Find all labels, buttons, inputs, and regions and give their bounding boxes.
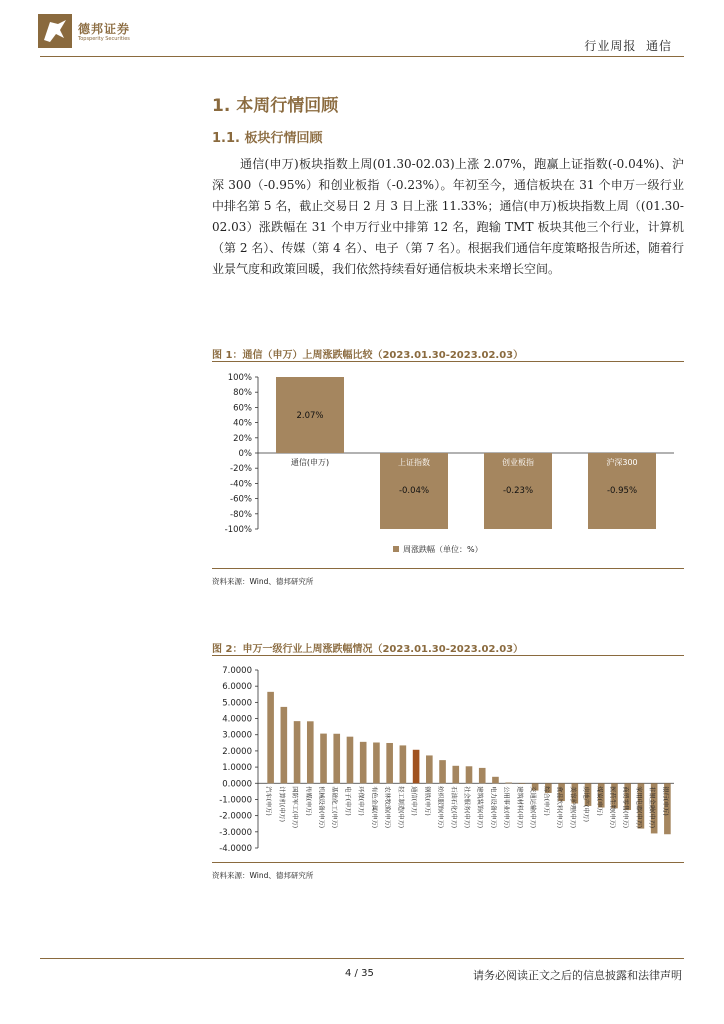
- chart1-y-tick-label: -100%: [224, 525, 252, 535]
- chart1-y-tick-label: -20%: [230, 464, 252, 475]
- subsection-title: 1.1. 板块行情回顾: [212, 131, 323, 146]
- chart1-y-tick-label: -60%: [230, 494, 252, 505]
- chart2-category-label: 建筑装饰(申万): [476, 786, 484, 829]
- chart2-y-tick-label: 4.0000: [222, 714, 252, 725]
- report-type: 行业周报: [584, 39, 637, 53]
- chart2-category-label: 汽车(申万): [264, 786, 272, 816]
- chart2-category-label: 电力设备(申万): [489, 786, 497, 829]
- chart2-category-label: 纺织服饰(申万): [436, 786, 444, 829]
- chart2-category-label: 传媒(申万): [304, 786, 312, 816]
- chart2-category-label: 基础化工(申万): [330, 786, 338, 829]
- chart2-bar: [267, 692, 274, 783]
- chart2-bar: [413, 750, 420, 783]
- chart1-y-tick-label: -40%: [230, 479, 252, 490]
- chart1-legend-label: 周涨跌幅（单位：%）: [403, 545, 483, 554]
- figure2-bottom-rule: [212, 862, 684, 863]
- chart2-category-label: 商贸零售(申万): [621, 786, 629, 829]
- chart2-bar: [439, 760, 446, 783]
- footer-divider: [40, 958, 684, 959]
- chart2-y-tick-label: -1.0000: [219, 795, 252, 806]
- chart1-data-label: -0.04%: [398, 486, 430, 496]
- body-paragraph: 通信(申万)板块指数上周(01.30-02.03)上涨 2.07%，跑赢上证指数(-0.04%)、沪深 300（-0.95%）和创业板指（-0.23%）。年初至今，通信板块在 31 个申万一级行业中排名第 5 名，截止交易日 2 月 3 日上涨 11.33%；通信(申万)板块指数上周（(01.30-02.03）涨跌幅在 31 个申万行业中排第 12 名，跑输 TMT 板块其他三个行业，计算机（第 2 名）、传媒（第 4 名）、电子（第 7 名）。根据我们通信年度策略报告所述，随着行业景气度和政策回暖，我们依然持续看好通信板块未来增长空间。: [212, 157, 684, 276]
- chart2-category-label: 计算机(申万): [277, 786, 285, 823]
- chart2-category-label: 建筑材料(申万): [515, 786, 523, 829]
- company-logo: [38, 14, 158, 48]
- chart1-y-tick-label: 80%: [233, 388, 252, 399]
- footer-disclaimer: 请务必阅读正文之后的信息披露和法律声明: [473, 969, 682, 982]
- figure2-title: 图 2：申万一级行业上周涨跌幅情况（2023.01.30-2023.02.03）: [212, 644, 524, 655]
- chart2-bar: [333, 734, 340, 784]
- chart2-category-label: 社会服务(申万): [463, 786, 470, 829]
- chart2-category-label: 煤炭(申万): [595, 786, 603, 816]
- chart2-category-label: 公用事业(申万): [502, 786, 510, 829]
- chart2-category-label: 电子(申万): [343, 786, 351, 816]
- chart2-bar: [320, 734, 327, 784]
- chart1-y-tick-label: 20%: [233, 433, 252, 444]
- logo-chinese-name: 德邦证券: [78, 22, 131, 36]
- figure2-chart: [212, 658, 684, 858]
- chart1-data-label: -0.95%: [606, 486, 638, 496]
- chart2-bar: [347, 737, 354, 784]
- chart2-bar: [492, 777, 499, 783]
- chart2-bar: [373, 742, 380, 783]
- chart2-y-tick-label: 3.0000: [222, 730, 252, 741]
- chart1-legend-swatch: [393, 546, 399, 552]
- figure1-bottom-rule: [212, 568, 684, 569]
- chart2-category-label: 美容护理(申万): [568, 786, 576, 829]
- chart2-y-tick-label: 0.0000: [222, 779, 252, 790]
- chart2-bar: [479, 768, 486, 783]
- chart1-data-label: 2.07%: [296, 411, 324, 421]
- chart2-bar: [466, 766, 473, 783]
- chart2-y-tick-label: -2.0000: [219, 811, 252, 822]
- chart2-category-label: 国防军工(申万): [291, 786, 299, 829]
- chart2-bar: [426, 755, 433, 783]
- chart2-category-label: 家用电器(申万): [634, 786, 642, 829]
- chart2-bar: [294, 721, 301, 783]
- chart2-category-label: 有色金属(申万): [370, 786, 378, 829]
- figure1-title: 图 1：通信（申万）上周涨跌幅比较（2023.01.30-2023.02.03）: [212, 350, 524, 361]
- chart2-category-label: 通信(申万): [410, 786, 418, 816]
- figure1-top-rule: [212, 361, 684, 362]
- chart2-category-label: 银行(申万): [661, 786, 669, 816]
- chart2-category-label: 农林牧渔(申万): [383, 786, 391, 829]
- chart2-bar: [505, 782, 512, 783]
- chart2-y-tick-label: 7.0000: [222, 666, 252, 676]
- logo-icon: [38, 14, 72, 48]
- figure1-chart: [212, 364, 684, 566]
- chart2-bar: [307, 721, 314, 783]
- chart1-y-tick-label: 100%: [227, 373, 252, 383]
- report-sector: 通信: [645, 39, 672, 53]
- chart2-category-label: 机械设备(申万): [317, 786, 325, 829]
- logo-english-name: Topsperity Securities: [78, 36, 130, 42]
- chart1-y-tick-label: 40%: [233, 418, 252, 429]
- chart2-y-tick-label: -3.0000: [219, 827, 252, 838]
- chart2-category-label: 非银金融(申万): [648, 786, 656, 829]
- chart2-bar: [400, 745, 407, 783]
- chart2-y-tick-label: 6.0000: [222, 682, 252, 693]
- chart1-y-tick-label: -80%: [230, 509, 252, 520]
- chart2-category-label: 钢铁(申万): [423, 786, 431, 816]
- chart1-category-label: 沪深300: [606, 458, 638, 467]
- chart2-y-tick-label: 2.0000: [222, 746, 252, 757]
- chart2-y-tick-label: -4.0000: [219, 844, 252, 854]
- chart2-bar: [386, 743, 393, 783]
- chart2-bar: [519, 783, 526, 784]
- figure1-source: 资料来源：Wind、德邦研究所: [212, 577, 314, 586]
- page-number: 4 / 35: [345, 968, 374, 979]
- chart1-category-label: 通信(申万): [290, 458, 330, 467]
- figure2-source: 资料来源：Wind、德邦研究所: [212, 871, 314, 880]
- chart2-bar: [452, 766, 459, 783]
- chart1-category-label: 创业板指: [502, 458, 534, 467]
- chart2-bar: [281, 707, 288, 783]
- chart2-y-tick-label: 1.0000: [222, 763, 252, 774]
- chart2-category-label: 环保(申万): [357, 786, 365, 816]
- chart2-category-label: 轻工制造(申万): [396, 786, 404, 829]
- chart2-category-label: 综合(申万): [542, 786, 550, 816]
- chart2-y-tick-label: 5.0000: [222, 698, 252, 709]
- chart2-category-label: 交通运输(申万): [529, 786, 537, 829]
- chart2-bar: [360, 742, 367, 783]
- chart1-data-label: -0.23%: [502, 486, 534, 496]
- report-category: [584, 37, 672, 54]
- chart1-category-label: 上证指数: [398, 458, 430, 467]
- chart2-category-label: 医药生物(申万): [608, 786, 616, 829]
- header-divider: [40, 56, 684, 57]
- chart1-y-tick-label: 0%: [238, 449, 252, 459]
- section-title: 1. 本周行情回顾: [212, 96, 339, 116]
- chart1-y-tick-label: 60%: [233, 403, 252, 414]
- chart2-category-label: 食品饮料(申万): [555, 786, 563, 829]
- chart2-category-label: 石油石化(申万): [449, 786, 457, 829]
- figure2-top-rule: [212, 655, 684, 656]
- chart2-category-label: 房地产(申万): [582, 786, 590, 823]
